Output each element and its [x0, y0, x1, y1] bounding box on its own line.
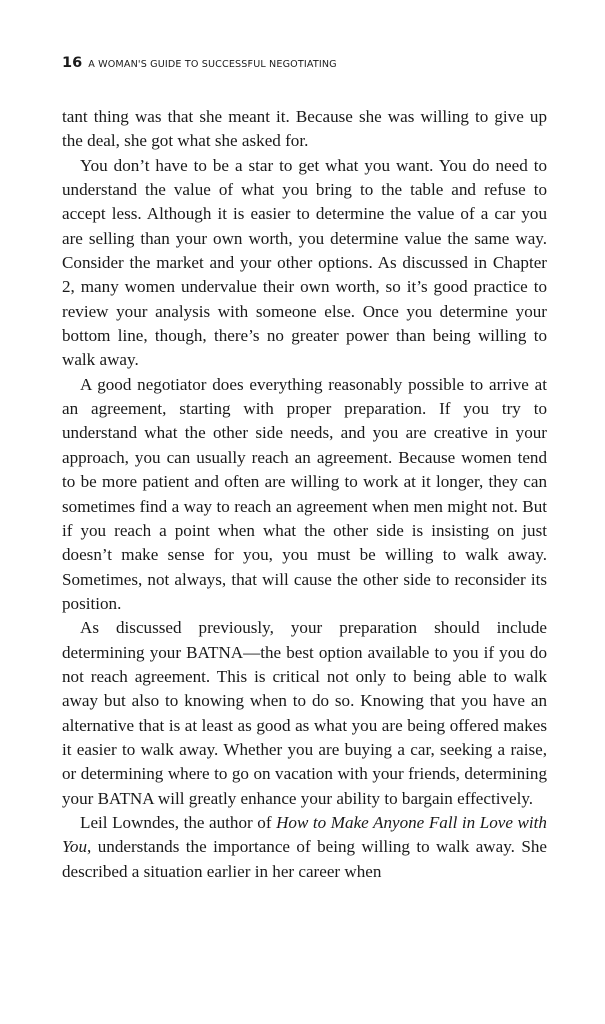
- paragraph: As discussed previously, your preparation should include determining your BATNA—the best option available to you if you do not reach agreement. This is critical not only to being able to walk away but also to knowing when to do so. Knowing that you have an alternative that is at least as good as what you are being offered makes it easier to walk away. Whether you are buying a car, seeking a raise, or determining where to go on vacation with your friends, determining your BATNA will greatly enhance your ability to bargain effectively.: [62, 618, 547, 808]
- running-title: A WOMAN'S GUIDE TO SUCCESSFUL NEGOTIATING: [88, 59, 337, 70]
- book-title: How to Make Anyone Fall in Love with You: [62, 812, 547, 857]
- body-text: [62, 105, 547, 884]
- paragraph: A good negotiator does everything reasonably possible to arrive at an agreement, starting with proper preparation. If you try to understand what the other side needs, and you are creative in your approach, you can usually reach an agreement. Because women tend to be more patient and often are willing to work at it longer, they can sometimes find a way to reach an agreement when men might not. But if you reach a point when what the other side is insisting on just doesn’t make sense for you, you must be willing to walk away. Sometimes, not always, that will cause the other side to reconsider its position.: [62, 374, 547, 613]
- paragraph-continuation: tant thing was that she meant it. Because she was willing to give up the deal, she got what she asked for.: [62, 107, 547, 151]
- paragraph-text: , understands the importance of being willing to walk away. She described a situation earlier in her career when: [62, 837, 547, 881]
- paragraph-text: Leil Lowndes, the author of: [80, 812, 277, 832]
- paragraph: You don’t have to be a star to get what you want. You do need to understand the value of what you bring to the table and refuse to accept less. Although it is easier to determine the value of a car you are selling than your own worth, you determine value the same way. Consider the market and your other options. As discussed in Chapter 2, many women undervalue their own worth, so it’s good practice to review your analysis with someone else. Once you determine your bottom line, though, there’s no greater power than being willing to walk away.: [62, 155, 547, 370]
- page-number: 16: [62, 55, 83, 71]
- paragraph: [62, 811, 547, 884]
- running-header: [62, 55, 337, 75]
